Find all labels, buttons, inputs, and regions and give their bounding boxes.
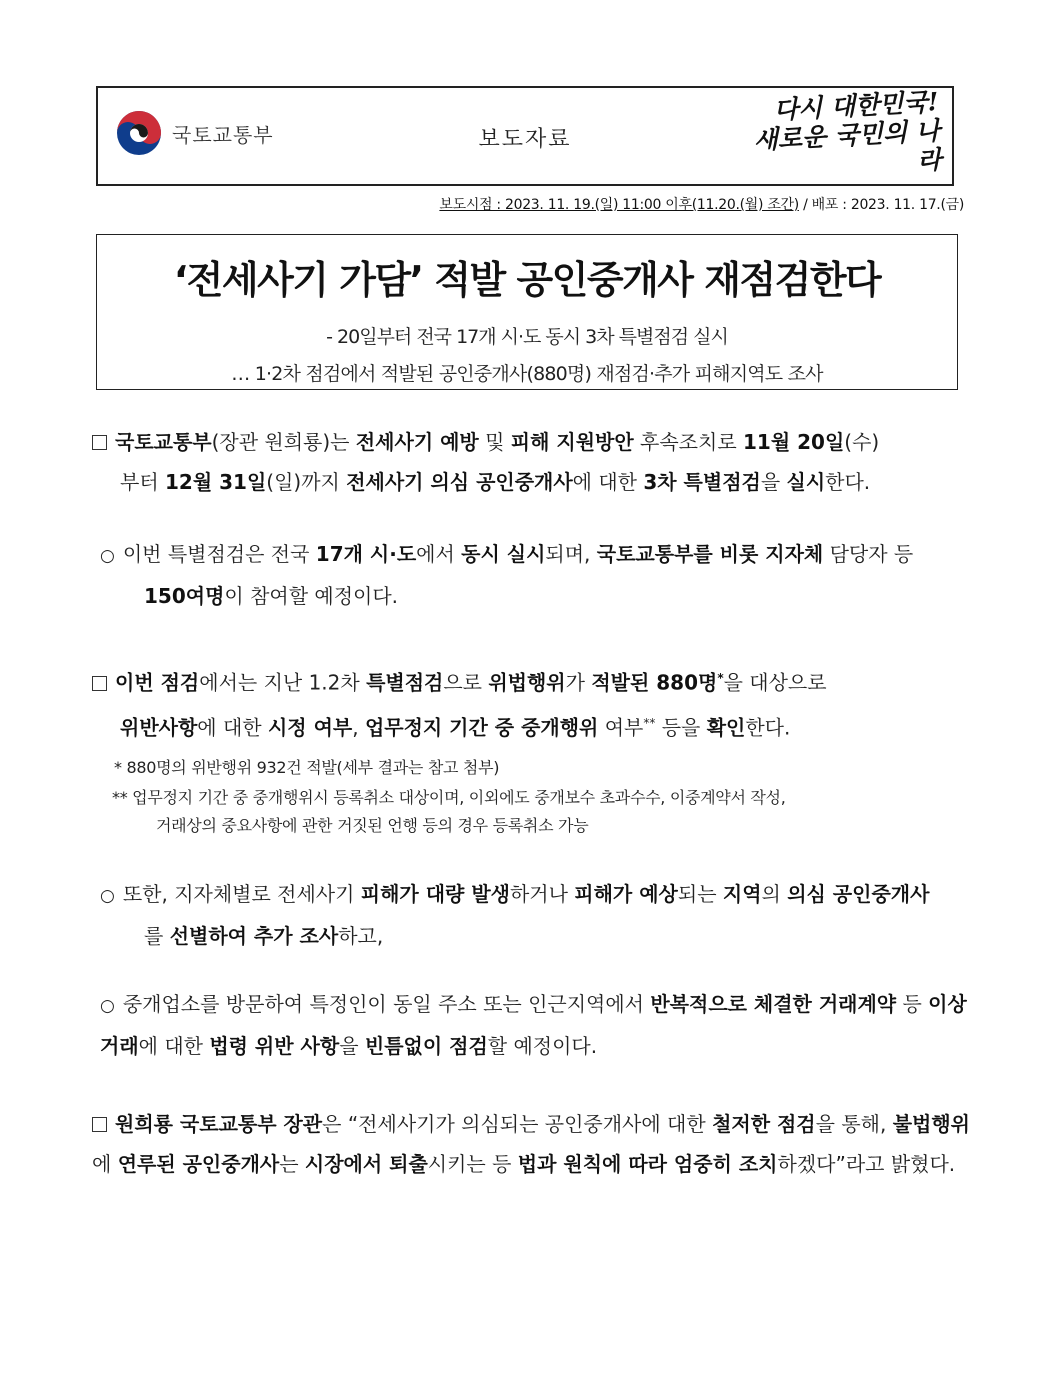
text: 하거나 — [509, 882, 575, 906]
text: 국토교통부 — [115, 430, 212, 454]
paragraph-5 — [100, 984, 970, 1066]
text: (일) — [266, 470, 302, 494]
text: 위반사항 — [120, 715, 198, 740]
text: 17개 시·도 — [315, 542, 417, 566]
text: 전세사기 의심 공인중개사 — [346, 470, 573, 494]
subtitle-1: - 20일부터 전국 17개 시·도 동시 3차 특별점검 실시 — [326, 326, 728, 348]
embargo-time: 보도시점 : 2023. 11. 19.(일) 11:00 이후(11.20.(월) 조간) — [439, 197, 799, 213]
text: 부터 — [120, 470, 165, 494]
text: 업무정지 기간 중 중개행위 — [364, 715, 599, 740]
text: 등을 — [655, 715, 707, 740]
paragraph-1 — [92, 422, 972, 502]
text: 을 — [760, 470, 787, 494]
text: 전세사기 예방 — [355, 430, 479, 454]
text: (수) — [844, 430, 880, 454]
text: 하고, — [338, 924, 384, 948]
text: 연루된 공인중개사 — [117, 1152, 280, 1176]
text: 의 — [761, 882, 788, 906]
footnote-2: ** 업무정지 기간 중 중개행위시 등록취소 대상이며, 이외에도 중개보수 초과수수, 이중계약서 작성, — [112, 788, 786, 807]
subtitle-2: … 1·2차 점검에서 적발된 공인중개사(880명) 재점검·추가 피해지역도 조사 — [231, 363, 823, 385]
text: 12월 31일 — [165, 470, 267, 494]
circle-bullet-icon: ○ — [100, 546, 115, 566]
text: 되는 — [677, 882, 723, 906]
text: 에서는 지난 1.2차 — [199, 670, 367, 695]
text: , — [352, 715, 365, 740]
main-title: ‘전세사기 가담’ 적발 공인중개사 재점검한다 — [173, 258, 881, 302]
text: 150여명 — [144, 584, 225, 608]
text: 에 대한 — [197, 715, 268, 740]
release-info — [439, 194, 964, 214]
paragraph-4 — [100, 874, 970, 956]
text: 원희룡 국토교통부 장관 — [115, 1112, 323, 1136]
text: 에 대한 — [572, 470, 644, 494]
text: 11월 20일 — [743, 430, 845, 454]
text: 국토교통부를 비롯 지자체 — [596, 542, 824, 566]
text: 한다. — [825, 470, 871, 494]
paragraph-6 — [92, 1104, 972, 1184]
paragraph-3 — [92, 658, 972, 747]
text: 에 — [92, 1152, 118, 1176]
checkbox-bullet-icon — [92, 1117, 107, 1132]
text: 이번 점검 — [115, 670, 200, 695]
text: 동시 실시 — [461, 542, 546, 566]
paragraph-2 — [100, 534, 970, 616]
text: 의심 공인중개사 — [787, 882, 930, 906]
slogan-line-2: 새로운 국민의 나라 — [752, 116, 943, 176]
text: 적발된 880명 — [591, 670, 718, 695]
header-box — [96, 86, 954, 186]
text: 중개업소를 방문하여 특정인이 동일 주소 또는 인근지역에서 — [122, 992, 651, 1016]
text: 이상 거래 — [100, 992, 967, 1058]
checkbox-bullet-icon — [92, 676, 107, 691]
checkbox-bullet-icon — [92, 435, 107, 450]
text: 을 — [339, 1034, 365, 1058]
text: 으로 — [443, 670, 489, 695]
text: 선별하여 추가 조사 — [169, 924, 339, 948]
text: (장관 원희룡)는 — [211, 430, 356, 454]
text: 을 통해, — [815, 1112, 893, 1136]
text: 할 예정이다. — [487, 1034, 598, 1058]
text: 은 “전세사기가 의심되는 공인중개사에 대한 — [322, 1112, 713, 1136]
text: 시장에서 퇴출 — [304, 1152, 428, 1176]
text: 되며, — [545, 542, 597, 566]
text: 후속조치로 — [633, 430, 744, 454]
text: 담당자 등 — [823, 542, 914, 566]
text: 및 — [478, 430, 511, 454]
ministry-name: 국토교통부 — [172, 122, 274, 147]
release-separator: / — [798, 197, 812, 213]
text: 불법행위 — [892, 1112, 970, 1136]
text: 철저한 점검 — [712, 1112, 816, 1136]
text: 반복적으로 체결한 거래계약 — [650, 992, 897, 1016]
slogan-line-1: 다시 대한민국! — [773, 87, 940, 125]
text: 를 — [144, 924, 170, 948]
text: 시정 여부 — [267, 715, 353, 740]
text: 이번 특별점검은 전국 — [122, 542, 316, 566]
text: 한다. — [745, 715, 791, 740]
text: 까지 — [301, 470, 347, 494]
paragraph-4-cont — [100, 916, 970, 956]
paragraph-2-cont — [100, 576, 970, 616]
circle-bullet-icon: ○ — [100, 996, 115, 1016]
text: 또한, 지자체별로 전세사기 — [122, 882, 361, 906]
text: 피해 지원방안 — [510, 430, 634, 454]
distribution-date: 배포 : 2023. 11. 17.(금) — [811, 197, 964, 213]
footnote-1: * 880명의 위반행위 932건 적발(세부 결과는 참고 첨부) — [114, 758, 500, 777]
text: 확인 — [706, 715, 746, 740]
text: 지역 — [722, 882, 762, 906]
text: 위법행위 — [488, 670, 566, 695]
footnote-2-cont: 거래상의 중요사항에 관한 거짓된 언행 등의 경우 등록취소 가능 — [156, 816, 589, 835]
text: 빈틈없이 점검 — [364, 1034, 488, 1058]
text: 법령 위반 사항 — [209, 1034, 340, 1058]
paragraph-3-cont — [92, 703, 972, 748]
circle-bullet-icon: ○ — [100, 886, 115, 906]
text: 등 — [896, 992, 929, 1016]
text: 법과 원칙에 따라 엄중히 조치 — [517, 1152, 778, 1176]
text: 가 — [565, 670, 592, 695]
text: 는 — [279, 1152, 305, 1176]
text: 에서 — [416, 542, 462, 566]
text: 여부 — [598, 715, 644, 740]
text: 피해가 대량 발생 — [360, 882, 510, 906]
text: 실시 — [786, 470, 826, 494]
footnote-mark: * — [717, 671, 724, 685]
text: 특별점검 — [366, 670, 444, 695]
text: 이 참여할 예정이다. — [224, 584, 399, 608]
text: 피해가 예상 — [574, 882, 678, 906]
paragraph-1-cont — [92, 462, 972, 502]
text: 시키는 등 — [427, 1152, 518, 1176]
text: 하겠다”라고 밝혔다. — [777, 1152, 956, 1176]
text: 3차 특별점검 — [643, 470, 761, 494]
text: 을 대상으로 — [723, 670, 827, 695]
footnote-mark: ** — [643, 715, 656, 730]
text: 에 대한 — [138, 1034, 210, 1058]
title-box — [96, 234, 958, 390]
doc-type-label: 보도자료 — [478, 127, 572, 152]
slogan — [748, 87, 942, 184]
